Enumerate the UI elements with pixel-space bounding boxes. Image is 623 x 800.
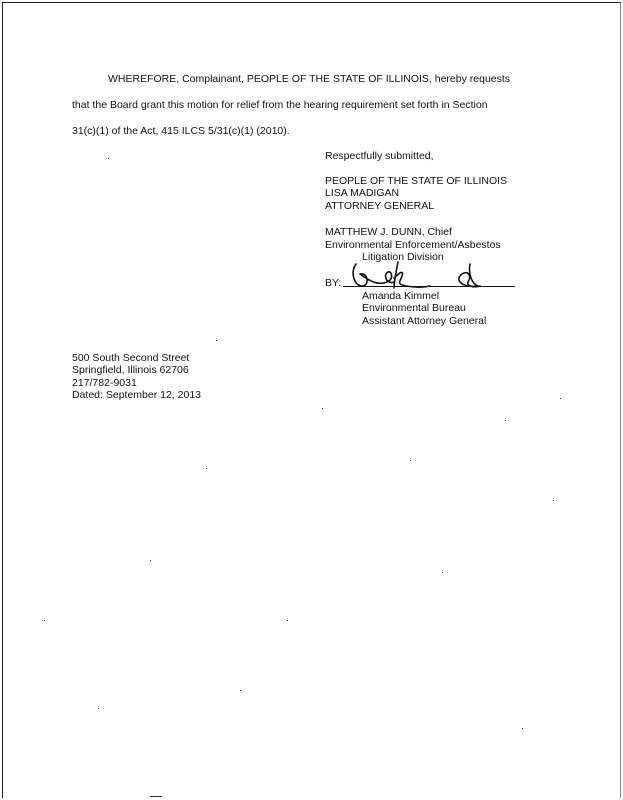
address-street: 500 South Second Street: [72, 352, 190, 364]
scan-speck: [410, 460, 411, 461]
salutation: Respectfully submitted,: [325, 150, 434, 162]
scan-speck: [150, 560, 151, 561]
signer-name: Amanda Kimmel: [362, 290, 440, 302]
body-line-1: WHEREFORE, Complainant, PEOPLE OF THE STATE OF ILLINOIS, hereby requests: [108, 73, 511, 85]
body-line-2: that the Board grant this motion for relief from the hearing requirement set forth in Section: [72, 99, 488, 111]
chief-name: MATTHEW J. DUNN, Chief: [325, 226, 452, 238]
scan-speck: [216, 340, 217, 341]
scan-speck: [44, 620, 45, 621]
scan-speck: [206, 468, 207, 469]
signer-title: Assistant Attorney General: [362, 315, 487, 327]
address-city: Springfield, Illinois 62706: [72, 364, 189, 376]
scan-speck: [553, 500, 554, 501]
attorney-general-name: LISA MADIGAN: [325, 187, 400, 199]
scan-speck: [287, 620, 288, 621]
signature-icon: [350, 258, 520, 292]
scan-speck: [108, 158, 109, 159]
scan-speck: [240, 690, 241, 691]
scan-speck: [560, 398, 561, 399]
address-phone: 217/782-9031: [72, 377, 137, 389]
division-line-2: Litigation Division: [362, 251, 444, 263]
attorney-general-title: ATTORNEY GENERAL: [325, 200, 435, 212]
body-line-3: 31(c)(1) of the Act, 415 ILCS 5/31(c)(1) (2010).: [72, 125, 290, 137]
scan-speck: [505, 420, 506, 421]
scan-speck: [150, 796, 162, 797]
scan-speck: [442, 572, 443, 573]
signer-bureau: Environmental Bureau: [362, 302, 466, 314]
scan-speck: [98, 708, 99, 709]
party-name: PEOPLE OF THE STATE OF ILLINOIS: [325, 175, 508, 187]
date-line: Dated: September 12, 2013: [72, 389, 202, 401]
division-line-1: Environmental Enforcement/Asbestos: [325, 239, 501, 251]
scan-speck: [322, 408, 323, 409]
scan-speck: [522, 728, 523, 729]
by-label: BY:: [325, 277, 342, 289]
